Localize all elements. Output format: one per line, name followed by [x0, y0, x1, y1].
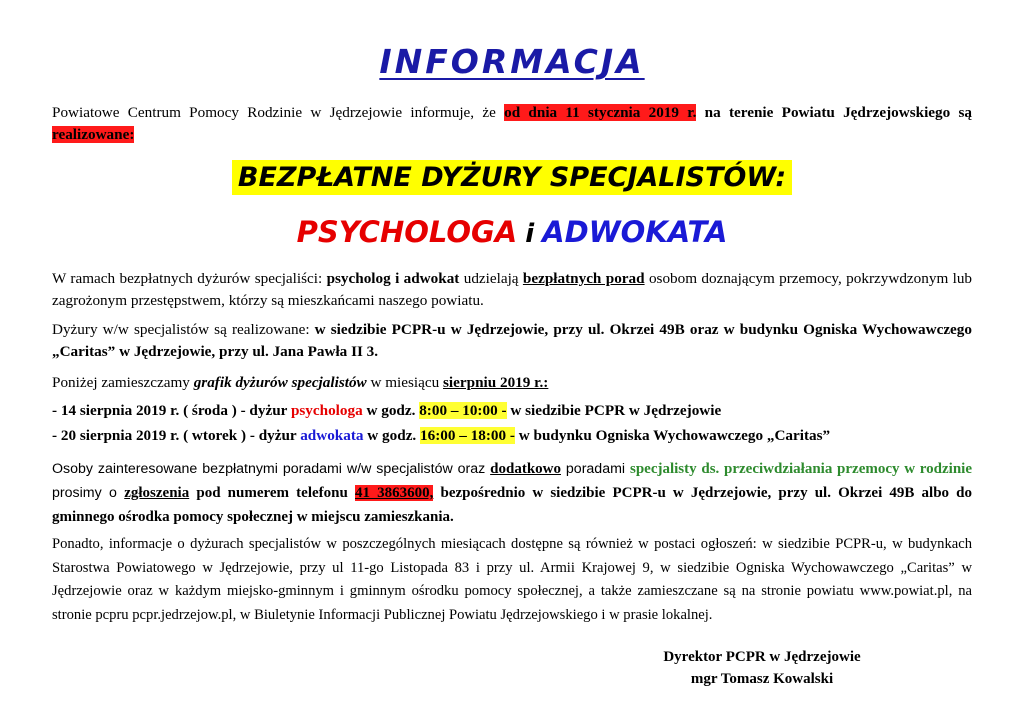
schedule-item: - 14 sierpnia 2019 r. ( środa ) - dyżur psychologa w godz. 8:00 – 10:00 - w siedzibie PCPR w Jędrzejowie	[52, 402, 722, 419]
additional-info-paragraph: Ponadto, informacje o dyżurach specjalistów w poszczególnych miesiącach dostępne są również w postaci ogłoszeń: w siedzibie PCPR-u, w budynkach Starostwa Powiatowego w Jędrzejowie, przy ul 11-go Listopada 83 i przy ul. Armii Krajowej 9, w siedzibie Ogniska Wychowawczego „Caritas” w Jędrzejowie oraz w każdym miejsko-gminnym i gminnym ośrodku pomocy społecznej, a także zamieszczane są na stronie powiatu www.powiat.pl, na stronie pcpru pcpr.jedrzejow.pl, w Biuletynie Informacji Publicznej Powiatu Jędrzejowskiego i w prasie lokalnej.	[52, 536, 972, 623]
location-paragraph: Dyżury w/w specjalistów są realizowane: w siedzibie PCPR-u w Jędrzejowie, przy ul. Okrzei 49B oraz w budynku Ogniska Wychowawczego „Caritas” w Jędrzejowie, przy ul. Jana Pawła II 3.	[52, 321, 972, 360]
subheadline: PSYCHOLOGA i ADWOKATA	[296, 215, 728, 249]
date-highlight: od dnia 11 stycznia 2019 r.	[504, 104, 697, 121]
time-highlight: 16:00 – 18:00 -	[420, 427, 515, 444]
schedule-item: - 20 sierpnia 2019 r. ( wtorek ) - dyżur adwokata w godz. 16:00 – 18:00 - w budynku Ogniska Wychowawczego „Caritas”	[52, 427, 831, 444]
page-title: INFORMACJA	[379, 42, 645, 81]
realizowane-highlight: realizowane:	[52, 126, 135, 143]
schedule-intro: Poniżej zamieszczamy grafik dyżurów specjalistów w miesiącu sierpniu 2019 r.:	[52, 374, 549, 391]
signature: Dyrektor PCPR w Jędrzejowie mgr Tomasz Kowalski	[663, 649, 861, 687]
headline: BEZPŁATNE DYŻURY SPECJALISTÓW:	[52, 160, 972, 195]
phone-highlight: 41 3863600,	[354, 485, 434, 501]
contact-paragraph: Osoby zainteresowane bezpłatnymi poradami w/w specjalistów oraz dodatkowo poradami specjalisty ds. przeciwdziałania przemocy w rodzinie prosimy o zgłoszenia pod numerem telefonu 41 3863600, bezpośrednio w siedzibie PCPR-u w Jędrzejowie, przy ul. Okrzei 49B albo do gminnego ośrodka pomocy społecznej w miejscu zamieszkania.	[52, 461, 973, 525]
time-highlight: 8:00 – 10:00 -	[419, 402, 507, 419]
intro-paragraph: Powiatowe Centrum Pomocy Rodzinie w Jędrzejowie informuje, że od dnia 11 stycznia 2019 r. na terenie Powiatu Jędrzejowskiego są realizowane:	[52, 104, 972, 143]
specialists-paragraph: W ramach bezpłatnych dyżurów specjaliści: psycholog i adwokat udzielają bezpłatnych porad osobom doznającym przemocy, pokrzywdzonym lub zagrożonym przestępstwem, którzy są mieszkańcami naszego powiatu.	[52, 270, 973, 309]
